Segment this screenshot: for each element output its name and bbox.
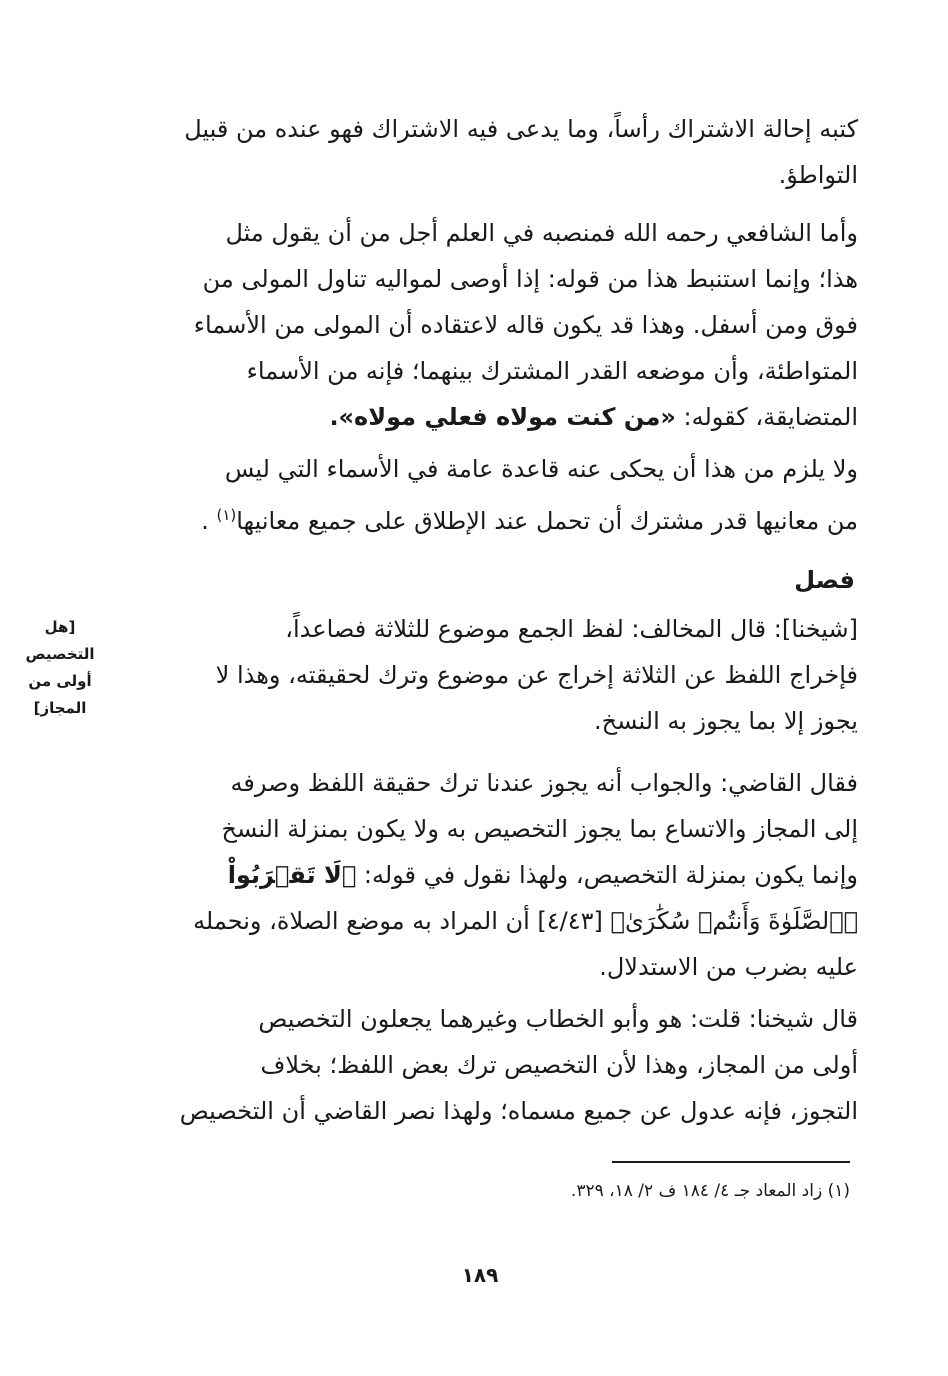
paragraph-1 (110, 106, 858, 198)
paragraph-line: عليه بضرب من الاستدلال. (599, 953, 858, 981)
paragraph-line (110, 852, 858, 898)
page-number: ١٨٩ (461, 1263, 499, 1287)
margin-note-line: المجاز] (33, 699, 87, 717)
paragraph-line: قال شيخنا: قلت: هو وأبو الخطاب وغيرهما يجعلون التخصيص (258, 1005, 858, 1033)
paragraph-line: أولى من المجاز، وهذا لأن التخصيص ترك بعض اللفظ؛ بخلاف (260, 1051, 858, 1079)
footnote-reference: (١) (216, 506, 237, 524)
paragraph-4 (110, 606, 858, 744)
paragraph-line: التواطؤ. (778, 161, 858, 189)
paragraph-line: ﴿ٱلصَّلَوٰةَ وَأَنتُمۡ سُكَٰرَىٰ﴾ [٤/٤٣] أن المراد به موضع الصلاة، ونحمله (193, 907, 858, 935)
margin-note-line: أولى من (28, 672, 92, 690)
paragraph-line (110, 394, 858, 440)
paragraph-line: [شيخنا]: قال المخالف: لفظ الجمع موضوع للثلاثة فصاعداً، (285, 615, 858, 643)
footnote: (١) زاد المعاد جـ ٤/ ١٨٤ ف ٢/ ١٨، ٣٢٩. (570, 1181, 850, 1201)
paragraph-line: ولا يلزم من هذا أن يحكى عنه قاعدة عامة في الأسماء التي ليس (224, 455, 858, 483)
margin-note (18, 614, 102, 722)
paragraph-line-text: وإنما يكون بمنزلة التخصيص، ولهذا نقول في قوله: (363, 861, 858, 889)
paragraph-line: التجوز، فإنه عدول عن جميع مسماه؛ ولهذا نصر القاضي أن التخصيص (179, 1097, 858, 1125)
hadith-quote: «من كنت مولاه فعلي مولاه». (329, 403, 676, 431)
paragraph-line-text: من معانيها قدر مشترك أن تحمل عند الإطلاق على جميع معانيها (236, 507, 858, 535)
paragraph-line: وأما الشافعي رحمه الله فمنصبه في العلم أجل من أن يقول مثل (225, 219, 858, 247)
paragraph-line: فوق ومن أسفل. وهذا قد يكون قاله لاعتقاده أن المولى من الأسماء (193, 311, 858, 339)
paragraph-line: فإخراج اللفظ عن الثلاثة إخراج عن موضوع وترك لحقيقته، وهذا لا (215, 661, 858, 689)
footnote-separator (612, 1161, 850, 1163)
paragraph-3 (110, 446, 858, 544)
paragraph-line-text: المتضايقة، كقوله: (683, 403, 858, 431)
quran-quote: ﴿لَا تَقۡرَبُواْ (227, 861, 357, 889)
paragraph-6 (110, 996, 858, 1134)
section-heading: فصل (794, 566, 855, 594)
paragraph-line: يجوز إلا بما يجوز به النسخ. (594, 707, 858, 735)
paragraph-line: إلى المجاز والاتساع بما يجوز التخصيص به ولا يكون بمنزلة النسخ (221, 815, 858, 843)
margin-note-line: التخصيص (25, 645, 95, 663)
paragraph-5 (110, 760, 858, 990)
paragraph-line: المتواطئة، وأن موضعه القدر المشترك بينهما؛ فإنه من الأسماء (246, 357, 858, 385)
paragraph-line: من معانيها قدر مشترك أن تحمل عند الإطلاق على جميع معانيها$^{(١)}$ . (201, 506, 858, 535)
paragraph-line: هذا؛ وإنما استنبط هذا من قوله: إذا أوصى لمواليه تناول المولى من (202, 265, 858, 293)
paragraph-line: كتبه إحالة الاشتراك رأساً، وما يدعى فيه الاشتراك فهو عنده من قبيل (184, 115, 858, 143)
margin-note-line: [هل (44, 618, 76, 636)
paragraph-line: فقال القاضي: والجواب أنه يجوز عندنا ترك حقيقة اللفظ وصرفه (230, 769, 858, 797)
paragraph-2 (110, 210, 858, 440)
